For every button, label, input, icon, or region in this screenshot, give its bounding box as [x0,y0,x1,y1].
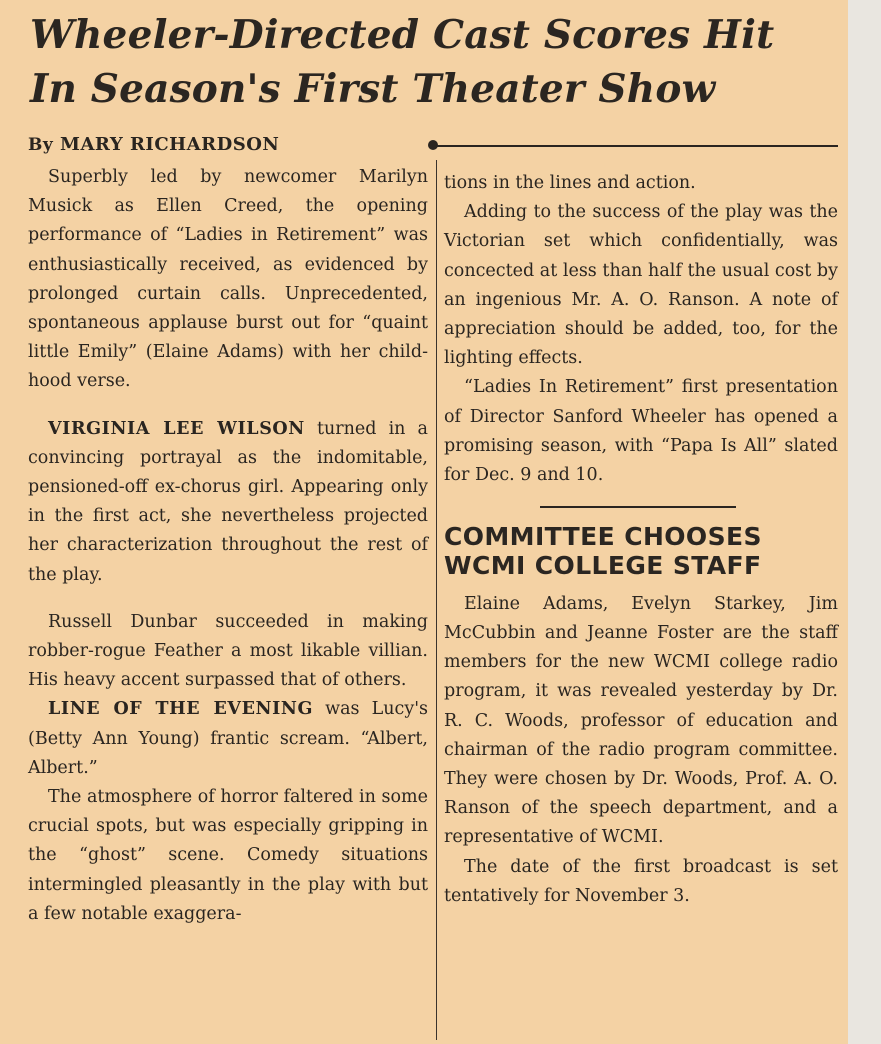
paragraph-text: was Lucy's (Betty Ann Young) frantic scream. “Albert, Albert.” [28,699,428,778]
lead-in: LINE OF THE EVENING [48,699,314,720]
top-rule [436,145,838,147]
byline-by: By [28,135,54,155]
paragraph: The atmosphere of horror faltered in some crucial spots, but was especially gripping in the “ghost” scene. Comedy situations intermingled pleasantly in the play with but a few notable exaggera- [28,787,428,924]
headline-line-2: In Season's First Theater Show [30,66,716,112]
left-column [28,163,428,929]
paragraph-text: turned in a convincing portrayal as the indomitable, pensioned-off ex-chorus girl. Appearing only in the first act, she nevertheless projected her characterization throughout the rest of the play. [28,418,428,585]
paragraph [28,695,428,783]
paragraph: Superbly led by newcomer Marilyn Musick as Ellen Creed, the opening performance of “Ladies in Retirement” was enthusiastically received, as evidenced by prolonged curtain calls. Unprecedented, spontaneous applause burst out for “quaint little Emily” (Elaine Adams) with her child-hood verse. [28,167,428,392]
paragraph: “Ladies In Retirement” first presentation of Director Sanford Wheeler has opened a promising season, with “Papa Is All” slated for Dec. 9 and 10. [444,377,838,486]
paragraph: The date of the first broadcast is set tentatively for November 3. [444,856,838,906]
headline-line-1: Wheeler-Directed Cast Scores Hit [30,12,775,58]
subhead-line-1: COMMITTEE CHOOSES [444,521,762,551]
subhead [444,522,838,580]
paragraph [28,415,428,590]
byline [28,134,279,155]
paragraph: Russell Dunbar succeeded in making robber-rogue Feather a most likable villian. His heavy accent surpassed that of others. [28,611,428,691]
section-rule [540,506,736,508]
paragraph: Elaine Adams, Evelyn Starkey, Jim McCubbin and Jeanne Foster are the staff members for the new WCMI college radio program, it was revealed yesterday by Dr. R. C. Woods, professor of education and chairman of the radio program committee. They were chosen by Dr. Woods, Prof. A. O. Ranson of the speech department, and a representative of WCMI. [444,593,838,848]
byline-author: MARY RICHARDSON [60,134,280,155]
paragraph: tions in the lines and action. [444,173,696,193]
headline [30,8,830,116]
subhead-line-2: WCMI COLLEGE STAFF [444,550,762,580]
column-divider [436,160,437,1040]
right-column [444,169,838,911]
lead-in: VIRGINIA LEE WILSON [48,418,305,439]
paragraph: Adding to the success of the play was the Victorian set which confidentially, was concected at less than half the usual cost by an ingenious Mr. A. O. Ranson. A note of appreciation should be added, too, for the lighting effects. [444,202,838,369]
